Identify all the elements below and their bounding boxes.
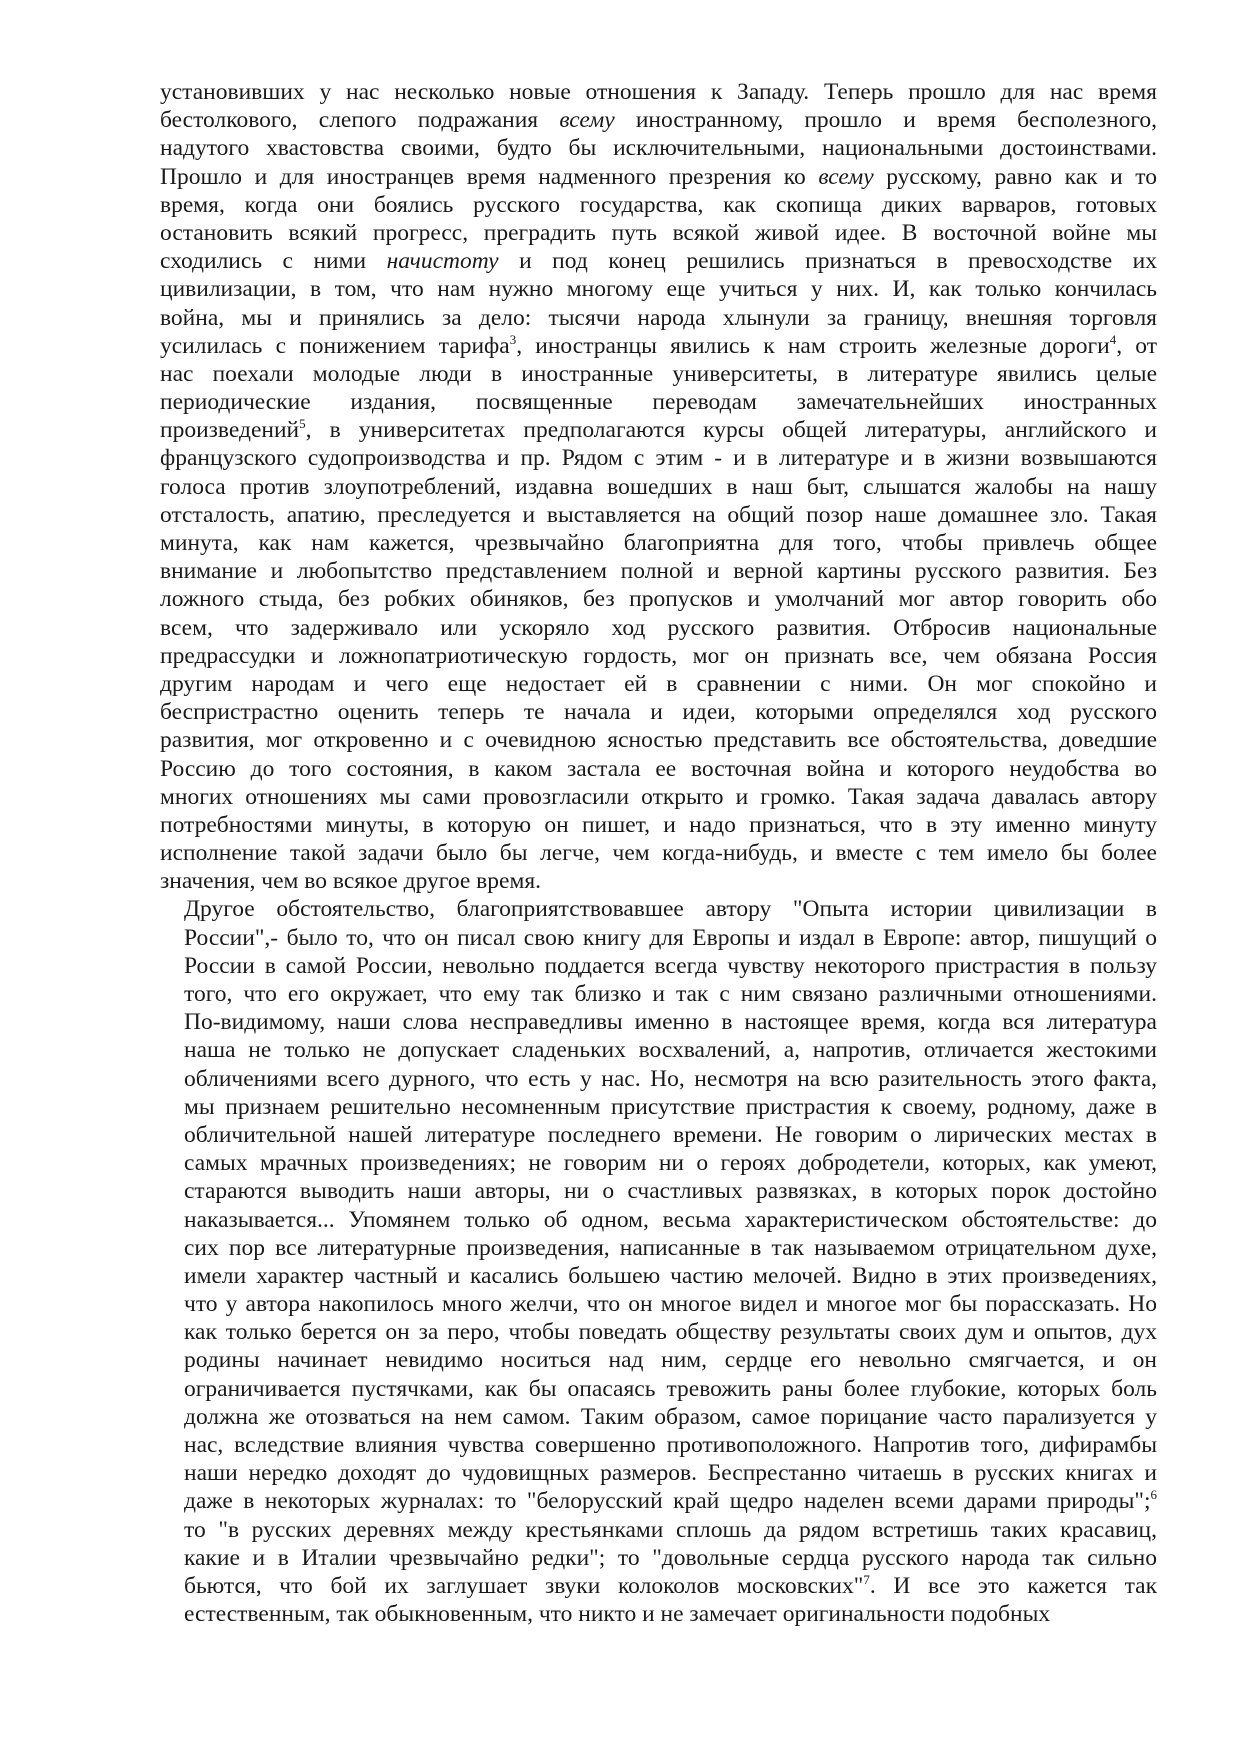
text-line [160,867,1157,895]
text-segment: бестолкового, слепого подражания [160,107,560,134]
text-line [160,895,1157,923]
text-segment: имели характер частный и касались большею частию мелочей. Видно в этих произведениях, [184,1262,1157,1289]
text-segment: минута, как нам кажется, чрезвычайно благоприятна для того, чтобы привлечь общее [160,530,1157,556]
text-line [160,78,1157,106]
footnote-marker: 6 [1150,1487,1157,1503]
text-line [160,755,1157,783]
footnote-marker: 7 [863,1572,870,1588]
text-segment: наказывается... Упомянем только об одном, весьма характеристическом обстоятельстве: до [184,1206,1157,1233]
text-line [160,1487,1157,1515]
text-line [160,1318,1157,1346]
text-line [160,1375,1157,1403]
text-segment: мы признаем решительно несомненным присутствие пристрастия к своему, родному, даже в [184,1093,1157,1120]
text-line [160,1206,1157,1234]
text-segment: Россию до того состояния, в каком застала ее восточная война и которого неудобства во [160,755,1157,782]
text-line [160,1290,1157,1318]
text-line [160,1093,1157,1121]
text-segment: французского судопроизводства и пр. Рядом с этим - и в литературе и в жизни возвышаются [160,445,1157,472]
text-line [160,1149,1157,1177]
text-line [160,1036,1157,1064]
text-segment: отсталость, апатию, преследуется и выставляется на общий позор наше домашнее зло. Такая [160,501,1157,528]
text-line [160,501,1157,529]
text-segment: родины начинает невидимо носиться над ним, сердце его невольно смягчается, и он [184,1347,1157,1374]
text-line [160,1008,1157,1036]
text-line [160,614,1157,642]
text-segment: потребностями минуты, в которую он пишет, и надо признаться, что в эту именно минуту [160,811,1157,838]
emphasized-word: начистоту [386,248,499,275]
text-segment: то "в русских деревнях между крестьянками сплошь да рядом встретишь таких красавиц, [184,1516,1157,1543]
text-line [160,839,1157,867]
text-segment: даже в некоторых журналах: то "белорусский край щедро наделен всеми дарами природы"; [184,1488,1151,1515]
text-segment: того, что его окружает, что ему так близко и так с ним связано различными отношениями. [184,981,1157,1007]
text-line [160,416,1157,444]
text-line [160,388,1157,416]
emphasized-word: всему [818,163,874,190]
text-line [160,219,1157,247]
text-segment: время, когда они боялись русского государства, как скопища диких варваров, готовых [160,191,1157,218]
text-line [160,1346,1157,1374]
text-line [160,1544,1157,1572]
text-segment: война, мы и принялись за дело: тысячи народа хлынули за границу, внешняя торговля [160,304,1157,331]
text-line [160,1234,1157,1262]
text-line [160,275,1157,303]
text-segment: и под конец решились признаться в превосходстве их [498,248,1157,275]
emphasized-word: всему [559,107,615,134]
text-segment: России в самой России, невольно поддается всегда чувству некоторого пристрастия в пользу [184,952,1157,979]
text-segment: цивилизации, в том, что нам нужно многому еще учиться у них. И, как только кончилась [160,276,1157,303]
paragraph-p2 [160,895,1157,1628]
text-segment: наша не только не допускает сладеньких восхвалений, а, напротив, отличается жестокими [184,1037,1157,1064]
text-segment: предрассудки и ложнопатриотическую гордость, мог он признать все, чем обязана Россия [160,642,1157,669]
text-segment: , иностранцы явились к нам строить железные дороги [516,332,1110,359]
text-segment: ограничивается пустячками, как бы опасаясь тревожить раны более глубокие, которых боль [184,1375,1157,1402]
text-segment: русскому, равно как и то [873,163,1157,190]
text-segment: стараются выводить наши авторы, ни о счастливых развязках, в которых порок достойно [184,1178,1157,1205]
text-segment: должна же отозваться на нем самом. Таким образом, самое порицание часто парализуется у [184,1403,1157,1430]
text-line [160,473,1157,501]
text-line [160,1065,1157,1093]
text-segment: всем, что задерживало или ускоряло ход русского развития. Отбросив национальные [160,614,1157,641]
footnote-marker: 5 [299,416,306,432]
text-line [160,1459,1157,1487]
text-segment: ложного стыда, без робких обиняков, без пропусков и умолчаний мог автор говорить обо [160,586,1157,613]
text-line [160,1600,1157,1628]
text-segment: остановить всякий прогресс, преградить путь всякой живой идее. В восточной войне мы [160,219,1157,246]
text-line [160,529,1157,557]
text-line [160,670,1157,698]
text-segment: Прошло и для иностранцев время надменного презрения ко [160,163,819,190]
text-segment: нас, вследствие влияния чувства совершенно противоположного. Напротив того, дифирамбы [184,1432,1157,1458]
text-line [160,952,1157,980]
text-line [160,980,1157,1008]
text-segment: какие и в Италии чрезвычайно редки"; то "довольные сердца русского народа так сильно [184,1544,1157,1571]
text-segment: значения, чем во всякое другое время. [160,868,542,895]
text-line [160,1431,1157,1459]
text-segment: голоса против злоупотреблений, издавна вошедших в наш быт, слышатся жалобы на нашу [160,473,1157,500]
text-segment: сих пор все литературные произведения, написанные в так называемом отрицательном духе, [184,1234,1157,1261]
text-line [160,1262,1157,1290]
text-segment: беспристрастно оценить теперь те начала и идеи, которыми определялся ход русского [160,699,1157,726]
text-segment: произведений [160,417,300,444]
document-page [160,78,1157,1628]
text-segment: исполнение такой задачи было бы легче, чем когда-нибудь, и вместе с тем имело бы более [160,840,1157,867]
text-line [160,585,1157,613]
text-line [160,642,1157,670]
text-line [160,191,1157,219]
text-segment: другим народам и чего еще недостает ей в сравнении с ними. Он мог спокойно и [160,670,1157,697]
text-segment: самых мрачных произведениях; не говорим ни о героях добродетели, которых, как умеют, [184,1150,1157,1177]
text-line [160,360,1157,388]
text-line [160,1572,1157,1600]
text-segment: сходились с ними [160,248,387,275]
text-segment: надутого хвастовства своими, будто бы исключительными, национальными достоинствами. [160,135,1157,162]
text-line [160,783,1157,811]
text-segment: . И все это кажется так [869,1572,1157,1599]
text-segment: Другое обстоятельство, благоприятствовавшее автору "Опыта истории цивилизации в [184,896,1157,923]
text-line [160,1516,1157,1544]
text-segment: России",- было то, что он писал свою книгу для Европы и издал в Европе: автор, пишущий о [184,924,1157,951]
text-segment: естественным, так обыкновенным, что никто и не замечает оригинальности подобных [184,1601,1051,1628]
text-segment: нас поехали молодые люди в иностранные университеты, в литературе явились целые [160,360,1157,387]
text-segment: обличениями всего дурного, что есть у нас. Но, несмотря на всю разительность этого факта, [184,1065,1157,1092]
text-segment: установивших у нас несколько новые отношения к Западу. Теперь прошло для нас время [160,79,1157,105]
text-line [160,106,1157,134]
text-segment: усилилась с понижением тарифа [160,332,510,359]
text-line [160,1121,1157,1149]
footnote-marker: 3 [509,331,517,347]
text-segment: периодические издания, посвященные переводам замечательнейших иностранных [160,389,1157,416]
paragraph-p1 [160,78,1157,895]
text-segment: что у автора накопилось много желчи, что он многое видел и многое мог бы порассказать. Но [184,1291,1157,1318]
text-line [160,557,1157,585]
text-segment: развития, мог откровенно и с очевидною ясностью представить все обстоятельства, доведшие [160,727,1157,754]
text-segment: иностранному, прошло и время бесполезного, [614,107,1157,134]
text-line [160,332,1157,360]
text-line [160,698,1157,726]
text-segment: как только берется он за перо, чтобы поведать обществу результаты своих дум и опытов, дух [184,1319,1157,1346]
text-segment: , в университетах предполагаются курсы общей литературы, английского и [305,417,1157,444]
text-segment: бьются, что бой их заглушает звуки колоколов московских" [184,1572,864,1599]
text-line [160,247,1157,275]
text-segment: наши нередко доходят до чудовищных размеров. Беспрестанно читаешь в русских книгах и [184,1460,1157,1487]
text-line [160,444,1157,472]
text-segment: По-видимому, наши слова несправедливы именно в настоящее время, когда вся литература [184,1009,1157,1036]
text-segment: , от [1116,332,1157,359]
text-segment: обличительной нашей литературе последнего времени. Не говорим о лирических местах в [184,1121,1157,1148]
text-line [160,304,1157,332]
text-line [160,134,1157,162]
text-segment: внимание и любопытство представлением полной и верной картины русского развития. Без [160,558,1157,585]
text-segment: многих отношениях мы сами провозгласили открыто и громко. Такая задача давалась автору [160,783,1157,810]
text-line [160,1403,1157,1431]
footnote-marker: 4 [1109,331,1117,347]
text-line [160,1177,1157,1205]
text-line [160,163,1157,191]
text-line [160,726,1157,754]
text-line [160,811,1157,839]
text-line [160,924,1157,952]
